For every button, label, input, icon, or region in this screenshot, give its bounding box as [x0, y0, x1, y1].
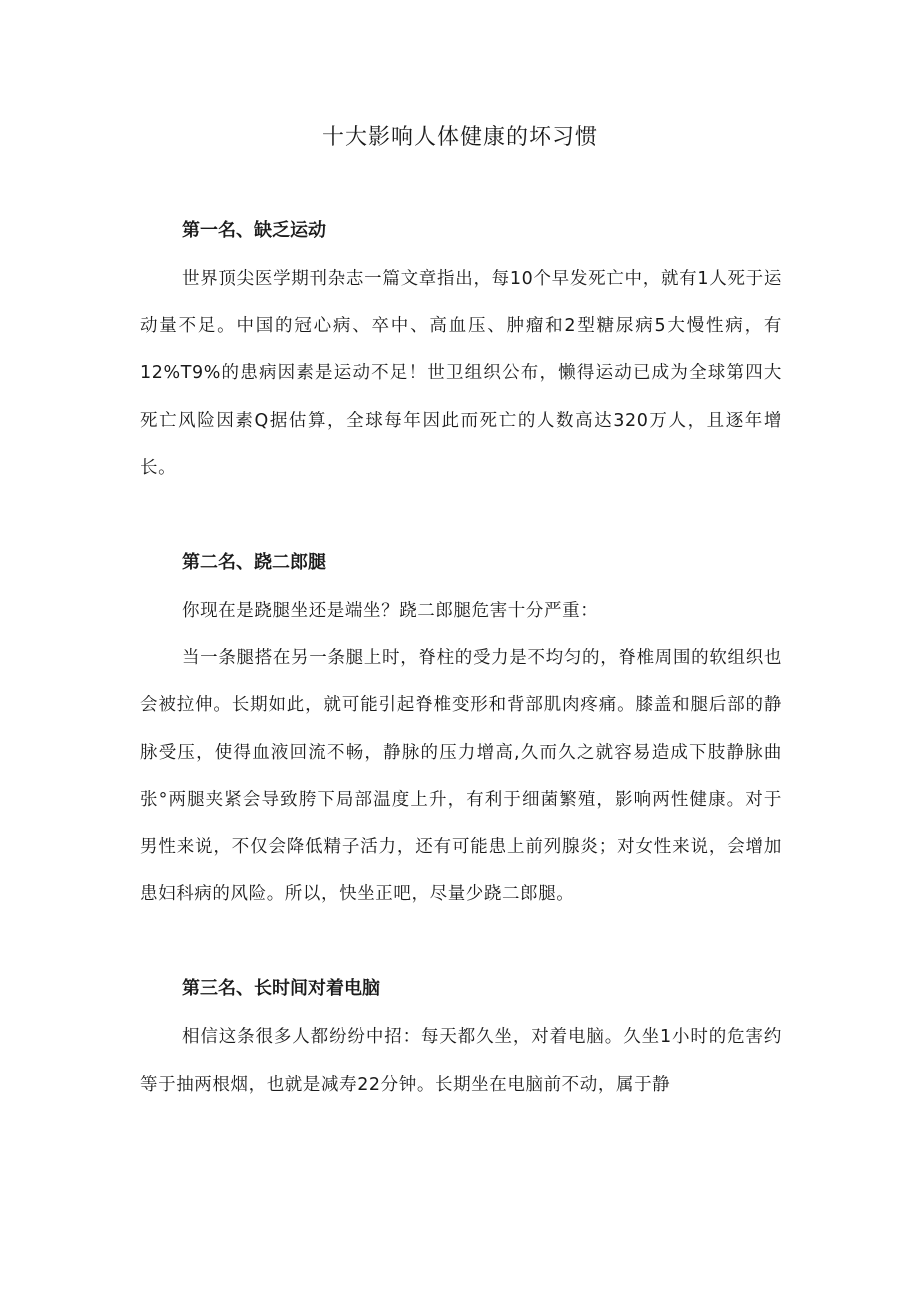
section-heading: 第二名、跷二郎腿 — [182, 552, 326, 574]
section-lack-of-exercise — [140, 212, 782, 492]
section-heading: 第一名、缺乏运动 — [182, 220, 326, 241]
section-long-computer-use — [140, 970, 782, 1108]
paragraph: 相信这条很多人都纷纷中招：每天都久坐，对着电脑。久坐1小时的危害约等于抽两根烟，也就是减寿22分钟。长期坐在电脑前不动，属于静 — [140, 1027, 782, 1095]
document-title: 十大影响人体健康的坏习惯 — [321, 125, 598, 150]
paragraph: 你现在是跷腿坐还是端坐？跷二郎腿危害十分严重： — [182, 601, 599, 622]
section-heading: 第三名、长时间对着电脑 — [182, 978, 380, 1000]
paragraph: 当一条腿搭在另一条腿上时，脊柱的受力是不均匀的，脊椎周围的软组织也会被拉伸。长期如此，就可能引起脊椎变形和背部肌肉疼痛。膝盖和腿后部的静脉受压，使得血液回流不畅，静脉的压力增高,久而久之就容易造成下肢静脉曲张°两腿夹紧会导致胯下局部温度上升，有利于细菌繁殖，影响两性健康。对于男性来说，不仅会降低精子活力，还有可能患上前列腺炎；对女性来说，会增加患妇科病的风险。所以，快坐正吧，尽量少跷二郎腿。 — [140, 648, 782, 905]
paragraph: 世界顶尖医学期刊杂志一篇文章指出，每10个早发死亡中，就有1人死于运动量不足。中国的冠心病、卒中、高血压、肿瘤和2型糖尿病5大慢性病，有12%T9%的患病因素是运动不足！世卫组织公布，懒得运动已成为全球第四大死亡风险因素Q据估算，全球每年因此而死亡的人数高达320万人，且逐年增长。 — [140, 269, 782, 478]
document-body — [140, 212, 782, 1109]
section-crossing-legs — [140, 544, 782, 918]
